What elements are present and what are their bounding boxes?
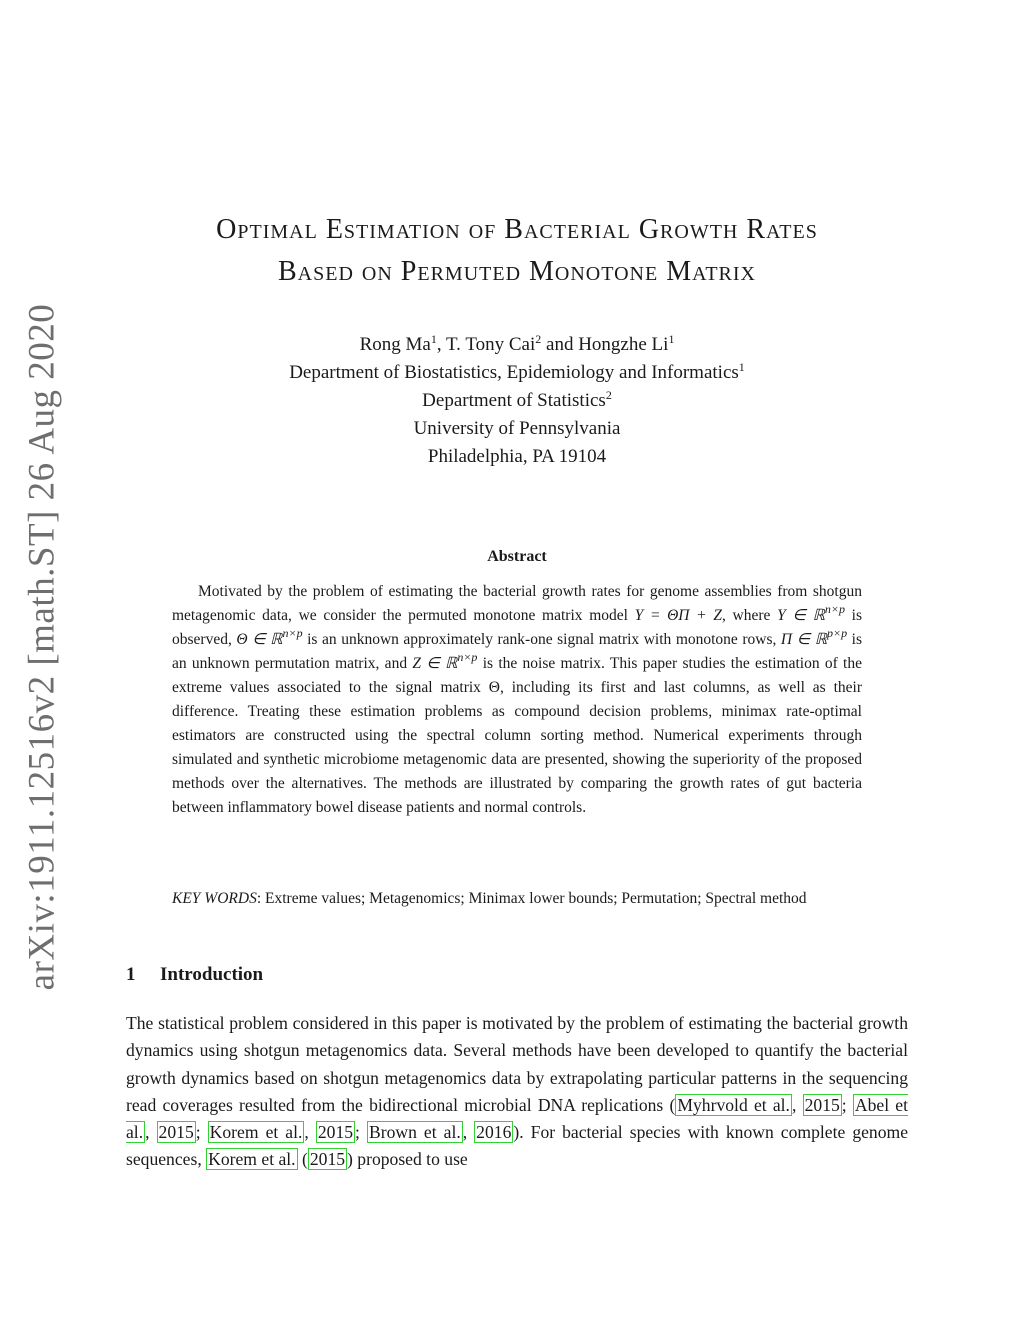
body-text: ). For bacterial species with known complete genome sequences, (126, 1122, 909, 1170)
affiliation-university: University of Pennsylvania (413, 418, 621, 439)
paper-title-line-1: Optimal Estimation of Bacterial Growth Rates (216, 214, 818, 245)
body-text: The statistical problem considered in this paper is motivated by the problem of estimating the bacterial growth dynamics using shotgun metagenomics data. Several methods have been developed to quantify the bacterial growth dynamics based on shotgun metagenomics data by extrapolating particular patterns in the sequencing read coverages resulted from the bidirectional microbial DNA replications ( (126, 1013, 908, 1115)
affiliation-text: Department of Statistics (422, 390, 606, 411)
affiliation-mark: 1 (738, 360, 745, 374)
citation-link-myhrvold[interactable]: Myhrvold et al. (677, 1094, 790, 1115)
affiliation-department-2 (0, 390, 1024, 412)
citation-year-link[interactable]: 2015 (158, 1122, 194, 1143)
math-superscript: n×p (282, 626, 303, 640)
abstract-text: , where (721, 607, 778, 624)
author-name: Rong Ma (359, 334, 431, 355)
author-conjunction: and (546, 334, 574, 355)
author-list: Rong Ma$^1$, T. Tony Cai$^2$ and Hongzhe Li$^1$ (359, 332, 675, 355)
introduction-paragraph: The statistical problem considered in this paper is motivated by the problem of estimating the bacterial growth dynamics using shotgun metagenomics data. Several methods have been developed to quantify the bacterial growth dynamics based on shotgun metagenomics data by extrapolating particular patterns in the sequencing read coverages resulted from the bidirectional microbial DNA replications ( Myhrvold et al. , 2015 ; Abel et al. , 2015 ; Korem et al. , 2015 ; Brown et al. , 2016 ). For bacterial species with known complete genome sequences, Korem et al. ( 2015 ) proposed to use (126, 1013, 909, 1170)
math-superscript: p×p (827, 626, 848, 640)
abstract-text: is the noise matrix. This paper studies the estimation of the extreme values associated to the signal matrix Θ, including its first and last columns, as well as their difference. Treating these estimation problems as compound decision problems, minimax rate-optimal estimators are constructed using the spectral column sorting method. Numerical experiments through simulated and synthetic microbiome metagenomic data are presented, showing the superiority of the proposed methods over the alternatives. The methods are illustrated by comparing the growth rates of gut bacteria between inflammatory bowel disease patients and normal controls. (172, 655, 862, 816)
math-expression: Z ∈ ℝ (412, 655, 458, 672)
author-affiliation-mark: 2 (535, 332, 542, 346)
affiliation-mark: 2 (605, 388, 612, 402)
abstract-text: is an unknown approximately rank-one signal matrix with monotone rows, (302, 631, 781, 648)
affiliation-text: Department of Biostatistics, Epidemiology and Informatics (289, 362, 739, 383)
citation-link-abel[interactable]: Abel et al. (126, 1094, 909, 1143)
citation-link-korem[interactable]: Korem et al. (209, 1122, 303, 1143)
keywords-label: KEY WORDS (172, 890, 257, 907)
body-text: proposed to use (352, 1149, 468, 1170)
citation-year-link[interactable]: 2015 (317, 1122, 354, 1143)
math-expression: Π ∈ ℝ (780, 631, 827, 648)
math-expression: Θ ∈ ℝ (236, 631, 283, 648)
author-affiliation-mark: 1 (668, 332, 675, 346)
affiliation-city: Philadelphia, PA 19104 (427, 446, 607, 467)
author-name: Hongzhe Li (578, 334, 669, 355)
citation-year-link[interactable]: 2016 (476, 1122, 512, 1143)
arxiv-identifier-stamp: arXiv:1911.12516v2 [math.ST] 26 Aug 2020 (21, 303, 63, 991)
math-expression: Y ∈ ℝ (777, 607, 825, 624)
math-superscript: n×p (824, 602, 845, 616)
abstract-heading: Abstract (487, 548, 547, 565)
keywords-text: : Extreme values; Metagenomics; Minimax lower bounds; Permutation; Spectral method (256, 890, 807, 907)
affiliation-department-1 (0, 362, 1024, 384)
abstract-text: is observed, (172, 607, 862, 648)
citation-link-korem[interactable]: Korem et al. (208, 1149, 296, 1170)
section-number: 1 (126, 964, 136, 985)
math-superscript: n×p (457, 650, 478, 664)
section-heading-introduction (126, 964, 263, 986)
author-name: T. Tony Cai (445, 334, 536, 355)
citation-year-link[interactable]: 2015 (309, 1149, 346, 1170)
abstract-text: is an unknown permutation matrix, and (172, 631, 862, 672)
abstract-body (172, 580, 862, 820)
citation-year-link[interactable]: 2015 (804, 1094, 840, 1115)
abstract-text: Motivated by the problem of estimating the bacterial growth rates for genome assemblies from shotgun metagenomic data, we consider the permuted monotone matrix model (172, 583, 862, 624)
math-expression: Y = ΘΠ + Z (634, 607, 722, 624)
citation-link-brown[interactable]: Brown et al. (368, 1122, 461, 1143)
author-affiliation-mark: 1 (430, 332, 437, 346)
paper-title-line-2: Based on Permuted Monotone Matrix (278, 256, 756, 287)
keywords (172, 887, 862, 911)
section-title: Introduction (160, 964, 264, 985)
